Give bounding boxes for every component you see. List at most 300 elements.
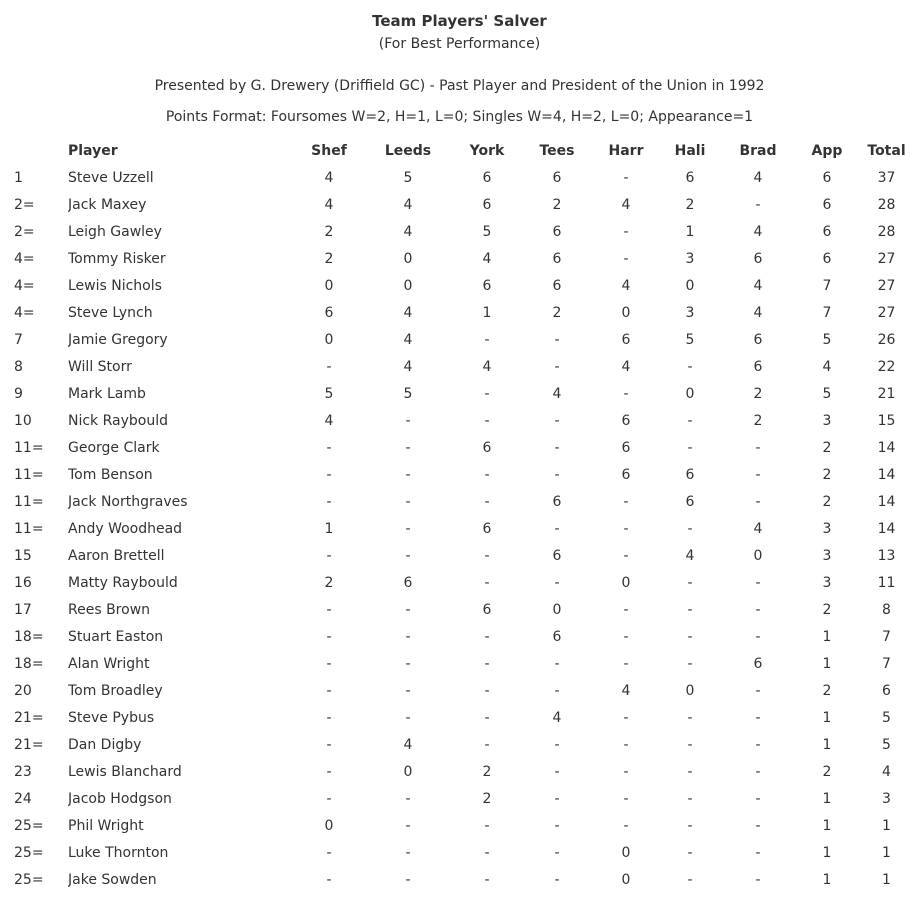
leeds-cell: - [405,602,411,618]
app-cell: 2 [822,440,832,456]
harr-cell: - [623,791,629,807]
brad-cell: 4 [753,224,763,240]
col-header-york: York [469,143,505,159]
rank-cell: 7 [14,332,23,348]
app-cell: 1 [822,791,832,807]
shef-cell: - [326,737,332,753]
york-cell: 2 [482,764,492,780]
brad-cell: - [755,467,761,483]
table-row [0,489,919,516]
table-row [0,354,919,381]
presented-by-text: Presented by G. Drewery (Driffield GC) - Past Player and President of the Union in 1992 [154,78,765,94]
player-name-cell: Matty Raybould [68,575,178,591]
app-cell: 2 [822,602,832,618]
tees-cell: - [554,818,560,834]
leeds-cell: - [405,710,411,726]
harr-cell: 0 [621,575,631,591]
col-header-leeds: Leeds [384,143,432,159]
table-row [0,165,919,192]
brad-cell: 2 [753,386,763,402]
harr-cell: 6 [621,332,631,348]
brad-cell: - [755,440,761,456]
table-row [0,246,919,273]
shef-cell: - [326,872,332,888]
shef-cell: - [326,629,332,645]
harr-cell: - [623,494,629,510]
hali-cell: - [687,710,693,726]
tees-cell: - [554,764,560,780]
leeds-cell: - [405,494,411,510]
player-name-cell: Tom Broadley [68,683,163,699]
total-cell: 7 [882,656,891,672]
hali-cell: 1 [685,224,695,240]
app-cell: 7 [822,305,832,321]
app-cell: 1 [822,629,832,645]
app-cell: 2 [822,683,832,699]
table-row [0,219,919,246]
shef-cell: - [326,710,332,726]
harr-cell: 0 [621,305,631,321]
leeds-cell: - [405,791,411,807]
player-name-cell: Steve Lynch [68,305,153,321]
rank-cell: 4= [14,278,35,294]
brad-cell: - [755,764,761,780]
total-cell: 11 [877,575,896,591]
app-cell: 5 [822,386,832,402]
table-row [0,651,919,678]
app-cell: 1 [822,737,832,753]
hali-cell: 2 [685,197,695,213]
table-row [0,273,919,300]
leeds-cell: 0 [403,278,413,294]
tees-cell: 6 [552,278,562,294]
hali-cell: - [687,413,693,429]
app-cell: 3 [822,548,832,564]
leeds-cell: 4 [403,737,413,753]
player-name-cell: Leigh Gawley [68,224,162,240]
table-row [0,678,919,705]
brad-cell: - [755,197,761,213]
tees-cell: - [554,737,560,753]
player-name-cell: Steve Pybus [68,710,155,726]
total-cell: 21 [877,386,896,402]
harr-cell: 6 [621,440,631,456]
hali-cell: 0 [685,683,695,699]
tees-cell: - [554,845,560,861]
player-name-cell: Lewis Nichols [68,278,162,294]
tees-cell: 4 [552,710,562,726]
leeds-cell: - [405,548,411,564]
leeds-cell: - [405,656,411,672]
table-row [0,840,919,867]
harr-cell: 4 [621,197,631,213]
shef-cell: - [326,791,332,807]
tees-cell: 4 [552,386,562,402]
shef-cell: - [326,602,332,618]
shef-cell: - [326,548,332,564]
total-cell: 5 [882,710,891,726]
rank-cell: 25= [14,818,44,834]
total-cell: 14 [877,440,896,456]
shef-cell: - [326,656,332,672]
brad-cell: 6 [753,251,763,267]
rank-cell: 2= [14,197,35,213]
york-cell: 1 [482,305,492,321]
harr-cell: - [623,170,629,186]
york-cell: 4 [482,251,492,267]
player-name-cell: Aaron Brettell [68,548,165,564]
york-cell: 4 [482,359,492,375]
app-cell: 3 [822,521,832,537]
tees-cell: - [554,575,560,591]
leeds-cell: 4 [403,359,413,375]
brad-cell: 6 [753,332,763,348]
rank-cell: 4= [14,305,35,321]
player-name-cell: Jake Sowden [68,872,157,888]
rank-cell: 8 [14,359,23,375]
york-cell: - [484,494,490,510]
total-cell: 14 [877,494,896,510]
leeds-cell: 4 [403,224,413,240]
shef-cell: 2 [324,224,334,240]
player-name-cell: Jack Northgraves [68,494,188,510]
leeds-cell: 4 [403,332,413,348]
leeds-cell: - [405,521,411,537]
app-cell: 6 [822,170,832,186]
shef-cell: 0 [324,818,334,834]
total-cell: 27 [877,278,896,294]
player-name-cell: Steve Uzzell [68,170,154,186]
brad-cell: 6 [753,359,763,375]
york-cell: - [484,548,490,564]
player-name-cell: Nick Raybould [68,413,169,429]
harr-cell: - [623,251,629,267]
app-cell: 6 [822,251,832,267]
player-name-cell: George Clark [68,440,160,456]
tees-cell: 6 [552,494,562,510]
col-header-harr: Harr [608,143,644,159]
hali-cell: - [687,656,693,672]
shef-cell: 5 [324,386,334,402]
leeds-cell: 4 [403,197,413,213]
shef-cell: 6 [324,305,334,321]
col-header-rank [0,138,68,165]
page-subtitle: (For Best Performance) [378,36,541,52]
harr-cell: - [623,521,629,537]
harr-cell: - [623,656,629,672]
york-cell: - [484,332,490,348]
hali-cell: 6 [685,494,695,510]
york-cell: 6 [482,278,492,294]
tees-cell: 6 [552,251,562,267]
harr-cell: - [623,548,629,564]
app-cell: 4 [822,359,832,375]
total-cell: 4 [882,764,891,780]
app-cell: 6 [822,224,832,240]
total-cell: 1 [882,872,891,888]
points-format-text: Points Format: Foursomes W=2, H=1, L=0; Singles W=4, H=2, L=0; Appearance=1 [165,109,754,125]
tees-cell: 0 [552,602,562,618]
harr-cell: 4 [621,278,631,294]
shef-cell: 0 [324,332,334,348]
brad-cell: - [755,494,761,510]
player-name-cell: Tommy Risker [68,251,166,267]
harr-cell: - [623,818,629,834]
total-cell: 37 [877,170,896,186]
rank-cell: 16 [14,575,32,591]
shef-cell: 4 [324,197,334,213]
leeds-cell: 5 [403,386,413,402]
tees-cell: - [554,467,560,483]
brad-cell: - [755,737,761,753]
total-cell: 14 [877,521,896,537]
brad-cell: - [755,791,761,807]
harr-cell: - [623,602,629,618]
total-cell: 15 [877,413,896,429]
player-name-cell: Dan Digby [68,737,142,753]
leeds-cell: - [405,683,411,699]
rank-cell: 1 [14,170,23,186]
app-cell: 3 [822,575,832,591]
brad-cell: - [755,872,761,888]
tees-cell: - [554,521,560,537]
brad-cell: - [755,602,761,618]
page-title: Team Players' Salver [372,12,547,30]
york-cell: - [484,710,490,726]
brad-cell: - [755,683,761,699]
leeds-cell: - [405,872,411,888]
col-header-brad: Brad [739,143,777,159]
total-cell: 22 [877,359,896,375]
total-cell: 8 [882,602,891,618]
player-name-cell: Luke Thornton [68,845,169,861]
harr-cell: 0 [621,872,631,888]
brad-cell: 2 [753,413,763,429]
col-header-hali: Hali [674,143,706,159]
hali-cell: - [687,818,693,834]
leeds-cell: 0 [403,251,413,267]
brad-cell: - [755,629,761,645]
hali-cell: - [687,845,693,861]
total-cell: 7 [882,629,891,645]
total-cell: 3 [882,791,891,807]
hali-cell: 0 [685,278,695,294]
col-header-total: Total [867,143,906,159]
total-cell: 26 [877,332,896,348]
rank-cell: 11= [14,440,44,456]
harr-cell: 4 [621,359,631,375]
leeds-cell: - [405,467,411,483]
table-row [0,327,919,354]
york-cell: - [484,413,490,429]
player-name-cell: Tom Benson [68,467,153,483]
rank-cell: 11= [14,521,44,537]
rank-cell: 9 [14,386,23,402]
shef-cell: - [326,764,332,780]
harr-cell: - [623,737,629,753]
player-name-cell: Andy Woodhead [68,521,183,537]
brad-cell: - [755,818,761,834]
table-header-row [0,138,919,165]
brad-cell: - [755,575,761,591]
shef-cell: - [326,359,332,375]
leeds-cell: 0 [403,764,413,780]
brad-cell: - [755,710,761,726]
harr-cell: - [623,224,629,240]
app-cell: 1 [822,656,832,672]
col-header-player: Player [68,143,118,159]
hali-cell: 3 [685,251,695,267]
total-cell: 6 [882,683,891,699]
rank-cell: 21= [14,710,44,726]
app-cell: 7 [822,278,832,294]
york-cell: - [484,629,490,645]
hali-cell: 5 [685,332,695,348]
shef-cell: 0 [324,278,334,294]
player-name-cell: Mark Lamb [68,386,146,402]
table-row [0,516,919,543]
table-row [0,732,919,759]
tees-cell: - [554,791,560,807]
shef-cell: 1 [324,521,334,537]
app-cell: 3 [822,413,832,429]
rank-cell: 23 [14,764,32,780]
player-name-cell: Will Storr [68,359,132,375]
shef-cell: - [326,440,332,456]
app-cell: 2 [822,467,832,483]
tees-cell: - [554,332,560,348]
table-row [0,570,919,597]
app-cell: 2 [822,494,832,510]
rank-cell: 15 [14,548,32,564]
rank-cell: 11= [14,467,44,483]
total-cell: 13 [877,548,896,564]
shef-cell: - [326,683,332,699]
tees-cell: 6 [552,548,562,564]
tees-cell: 2 [552,305,562,321]
rank-cell: 2= [14,224,35,240]
hali-cell: 6 [685,170,695,186]
hali-cell: - [687,764,693,780]
harr-cell: 6 [621,413,631,429]
rank-cell: 20 [14,683,32,699]
table-row [0,867,919,894]
table-body [0,165,919,894]
shef-cell: - [326,467,332,483]
table-row [0,543,919,570]
table-row [0,300,919,327]
app-cell: 1 [822,845,832,861]
harr-cell: - [623,764,629,780]
hali-cell: - [687,440,693,456]
harr-cell: 4 [621,683,631,699]
hali-cell: - [687,629,693,645]
player-name-cell: Jacob Hodgson [68,791,172,807]
leeds-cell: - [405,629,411,645]
hali-cell: - [687,791,693,807]
results-table [0,138,919,894]
brad-cell: 6 [753,656,763,672]
table-row [0,408,919,435]
harr-cell: - [623,710,629,726]
york-cell: - [484,467,490,483]
york-cell: - [484,575,490,591]
tees-cell: - [554,413,560,429]
table-row [0,192,919,219]
rank-cell: 25= [14,872,44,888]
app-cell: 1 [822,872,832,888]
hali-cell: - [687,872,693,888]
total-cell: 28 [877,224,896,240]
brad-cell: 4 [753,170,763,186]
player-name-cell: Lewis Blanchard [68,764,182,780]
york-cell: 5 [482,224,492,240]
shef-cell: 2 [324,575,334,591]
table-row [0,435,919,462]
york-cell: - [484,737,490,753]
hali-cell: 3 [685,305,695,321]
total-cell: 14 [877,467,896,483]
york-cell: - [484,656,490,672]
table-row [0,597,919,624]
rank-cell: 11= [14,494,44,510]
harr-cell: - [623,629,629,645]
col-header-app: App [811,143,843,159]
shef-cell: 4 [324,413,334,429]
hali-cell: 0 [685,386,695,402]
player-name-cell: Jamie Gregory [68,332,168,348]
york-cell: 6 [482,521,492,537]
york-cell: 2 [482,791,492,807]
tees-cell: - [554,683,560,699]
brad-cell: 4 [753,521,763,537]
york-cell: - [484,872,490,888]
leeds-cell: - [405,440,411,456]
total-cell: 1 [882,845,891,861]
hali-cell: - [687,521,693,537]
table-row [0,759,919,786]
table-row [0,813,919,840]
app-cell: 1 [822,710,832,726]
shef-cell: - [326,494,332,510]
york-cell: - [484,845,490,861]
rank-cell: 4= [14,251,35,267]
hali-cell: - [687,359,693,375]
leeds-cell: - [405,845,411,861]
hali-cell: - [687,602,693,618]
tees-cell: 6 [552,170,562,186]
harr-cell: 6 [621,467,631,483]
harr-cell: 0 [621,845,631,861]
hali-cell: 4 [685,548,695,564]
tees-cell: 2 [552,197,562,213]
rank-cell: 18= [14,656,44,672]
total-cell: 1 [882,818,891,834]
harr-cell: - [623,386,629,402]
hali-cell: - [687,737,693,753]
total-cell: 28 [877,197,896,213]
tees-cell: 6 [552,629,562,645]
tees-cell: 6 [552,224,562,240]
table-row [0,624,919,651]
leeds-cell: 4 [403,305,413,321]
york-cell: 6 [482,602,492,618]
leeds-cell: 6 [403,575,413,591]
shef-cell: 4 [324,170,334,186]
brad-cell: 4 [753,305,763,321]
hali-cell: 6 [685,467,695,483]
total-cell: 27 [877,305,896,321]
